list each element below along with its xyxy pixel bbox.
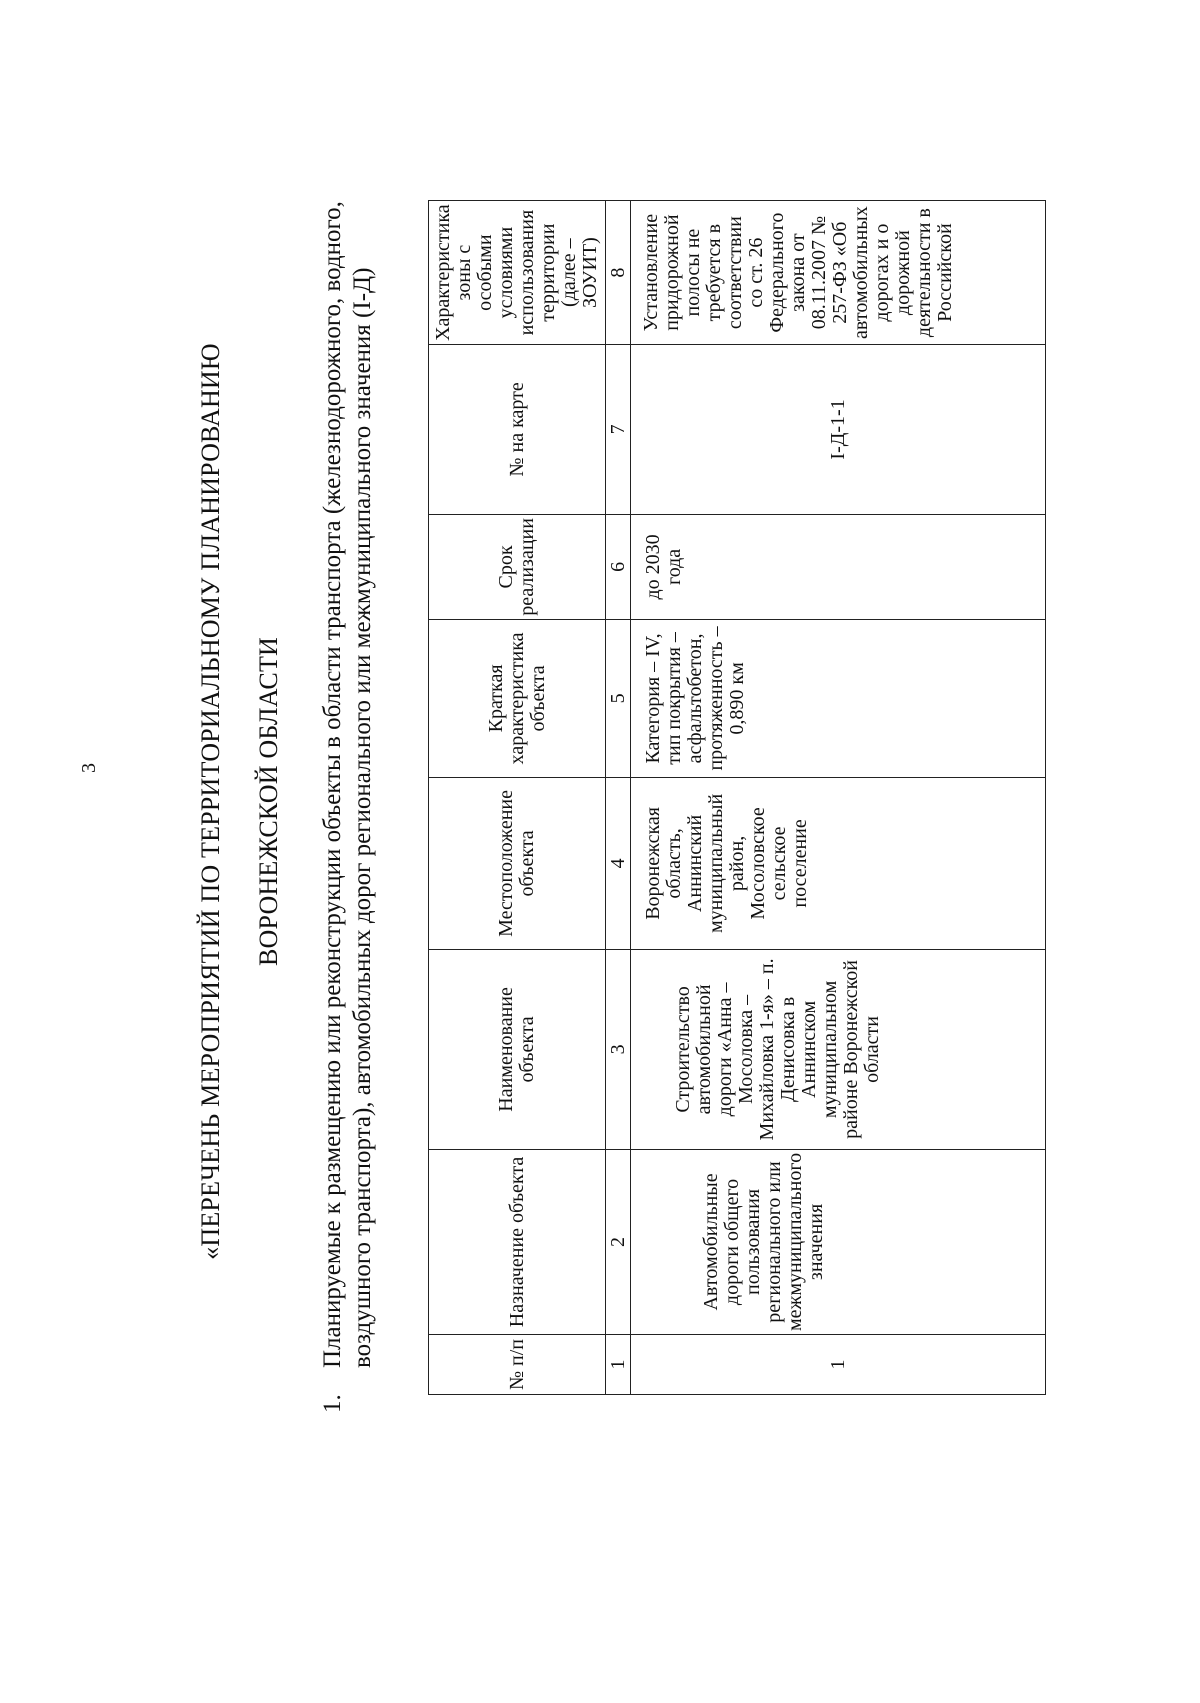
section-text: Планируемые к размещению или реконструкции объекты в области транспорта (железнодорожного, водного, воздушного транспорта), автомобильных дорог регионального или межмуниципального значения (I-Д) <box>319 201 376 1368</box>
header-characteristics: Краткая характеристика объекта <box>429 619 606 777</box>
header-purpose: Назначение объекта <box>429 1149 606 1334</box>
header-map-number: № на карте <box>429 344 606 514</box>
header-zone: Характеристика зоны с особыми условиями использования территории (далее – ЗОУИТ) <box>429 201 606 345</box>
index-cell: 8 <box>606 201 631 345</box>
index-cell: 6 <box>606 514 631 619</box>
cell-zone: Установление придорожной полосы не требуется в соответствии со ст. 26 Федерального закона от 08.11.2007 № 257-ФЗ «Об автомобильных дорогах и о дорожной деятельности в Российской <box>631 201 1046 345</box>
index-cell: 2 <box>606 1149 631 1334</box>
table-header-row <box>429 201 606 1395</box>
header-number: № п/п <box>429 1335 606 1395</box>
table-row <box>631 201 1046 1395</box>
index-cell: 5 <box>606 619 631 777</box>
cell-map-number: I-Д-1-1 <box>631 344 1046 514</box>
header-location: Местоположение объекта <box>429 777 606 949</box>
cell-location: Воронежская область, Аннинский муниципальный район, Мосоловское сельское поселение <box>631 777 1046 949</box>
cell-characteristics: Категория – IV, тип покрытия – асфальтобетон, протяженность – 0,890 км <box>631 619 1046 777</box>
cell-number: 1 <box>631 1335 1046 1395</box>
document-title-line-2: ВОРОНЕЖСКОЙ ОБЛАСТИ <box>254 636 283 967</box>
page-number: 3 <box>78 763 100 773</box>
cell-name: Строительство автомобильной дороги «Анна – Мосоловка – Михайловка 1-я» – п. Денисовка в Аннинском муниципальном районе Воронежской области <box>631 949 1046 1149</box>
table-index-row <box>606 201 631 1395</box>
document-title-line-1: «ПЕРЕЧЕНЬ МЕРОПРИЯТИЙ ПО ТЕРРИТОРИАЛЬНОМУ ПЛАНИРОВАНИЮ <box>196 343 225 1260</box>
header-term: Срок реализации <box>429 514 606 619</box>
measures-table <box>428 200 1046 1395</box>
section-number: 1. <box>319 1394 346 1413</box>
index-cell: 3 <box>606 949 631 1149</box>
cell-purpose: Автомобильные дороги общего пользования регионального или межмуниципального значения <box>631 1149 1046 1334</box>
index-cell: 4 <box>606 777 631 949</box>
index-cell: 1 <box>606 1335 631 1395</box>
header-name: Наименование объекта <box>429 949 606 1149</box>
index-cell: 7 <box>606 344 631 514</box>
cell-term: до 2030 года <box>631 514 1046 619</box>
